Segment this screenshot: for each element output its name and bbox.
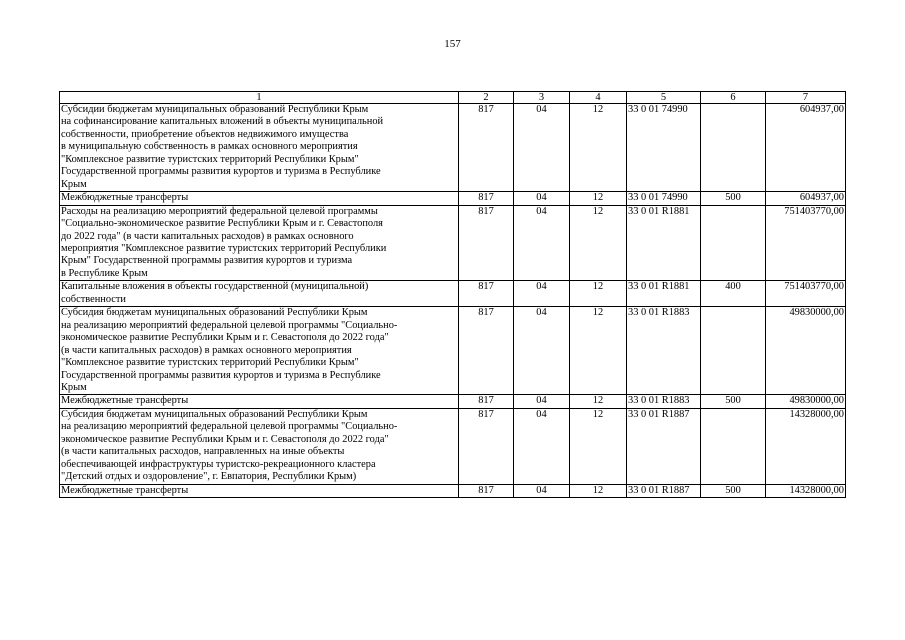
- description-cell: Расходы на реализацию мероприятий федеральной целевой программы "Социально-экономическое развитие Республики Крым и г. Севастополя до 2022 года" (в части капитальных расходов) в рамках основного мероприятия "Комплексное развитие туристских территорий Республики Крым" Государственной программы развития курортов и туризма в Республике Крым: [60, 205, 459, 281]
- amount-cell: 604937,00: [766, 104, 846, 192]
- ministry-code-cell: 817: [459, 205, 514, 281]
- subsection-code-cell: 12: [570, 192, 627, 205]
- ministry-code-cell: 817: [459, 484, 514, 497]
- ministry-code-cell: 817: [459, 395, 514, 408]
- expense-type-cell: 500: [701, 484, 766, 497]
- ministry-code-cell: 817: [459, 104, 514, 192]
- description-cell: Субсидия бюджетам муниципальных образований Республики Крым на реализацию мероприятий федеральной целевой программы "Социально- экономическое развитие Республики Крым и г. Севастополя до 2022 года" (в части капитальных расходов) в рамках основного мероприятия "Комплексное развитие туристских территорий Республики Крым" Государственной программы развития курортов и туризма в Республике Крым: [60, 307, 459, 395]
- description-cell: Межбюджетные трансферты: [60, 395, 459, 408]
- table-row: [60, 408, 846, 484]
- table-row: [60, 104, 846, 192]
- header-cell-7: 7: [766, 92, 846, 104]
- target-article-cell: 33 0 01 R1881: [627, 281, 701, 307]
- description-cell: Межбюджетные трансферты: [60, 192, 459, 205]
- target-article-cell: 33 0 01 R1883: [627, 395, 701, 408]
- expense-type-cell: [701, 205, 766, 281]
- section-code-cell: 04: [514, 307, 570, 395]
- expense-type-cell: 500: [701, 395, 766, 408]
- target-article-cell: 33 0 01 R1881: [627, 205, 701, 281]
- amount-cell: 604937,00: [766, 192, 846, 205]
- expense-type-cell: 400: [701, 281, 766, 307]
- expense-type-cell: [701, 307, 766, 395]
- header-cell-2: 2: [459, 92, 514, 104]
- subsection-code-cell: 12: [570, 205, 627, 281]
- section-code-cell: 04: [514, 484, 570, 497]
- target-article-cell: 33 0 01 R1887: [627, 408, 701, 484]
- subsection-code-cell: 12: [570, 408, 627, 484]
- amount-cell: 751403770,00: [766, 205, 846, 281]
- table-row: [60, 395, 846, 408]
- amount-cell: 49830000,00: [766, 307, 846, 395]
- table-row: [60, 205, 846, 281]
- header-cell-6: 6: [701, 92, 766, 104]
- header-cell-4: 4: [570, 92, 627, 104]
- section-code-cell: 04: [514, 192, 570, 205]
- section-code-cell: 04: [514, 395, 570, 408]
- section-code-cell: 04: [514, 408, 570, 484]
- table-row: [60, 281, 846, 307]
- expense-type-cell: 500: [701, 192, 766, 205]
- table-row: [60, 307, 846, 395]
- section-code-cell: 04: [514, 104, 570, 192]
- expense-type-cell: [701, 408, 766, 484]
- header-cell-1: 1: [60, 92, 459, 104]
- section-code-cell: 04: [514, 205, 570, 281]
- header-cell-3: 3: [514, 92, 570, 104]
- section-code-cell: 04: [514, 281, 570, 307]
- table-row: [60, 484, 846, 497]
- target-article-cell: 33 0 01 R1883: [627, 307, 701, 395]
- ministry-code-cell: 817: [459, 307, 514, 395]
- budget-table: [59, 91, 846, 498]
- table-body: [60, 92, 846, 498]
- header-cell-5: 5: [627, 92, 701, 104]
- amount-cell: 751403770,00: [766, 281, 846, 307]
- subsection-code-cell: 12: [570, 281, 627, 307]
- table-row: [60, 192, 846, 205]
- amount-cell: 14328000,00: [766, 484, 846, 497]
- page-number: 157: [444, 38, 461, 50]
- subsection-code-cell: 12: [570, 104, 627, 192]
- description-cell: Субсидии бюджетам муниципальных образований Республики Крым на софинансирование капитальных вложений в объекты муниципальной собственности, приобретение объектов недвижимого имущества в муниципальную собственность в рамках основного мероприятия "Комплексное развитие туристских территорий Республики Крым" Государственной программы развития курортов и туризма в Республике Крым: [60, 104, 459, 192]
- ministry-code-cell: 817: [459, 281, 514, 307]
- amount-cell: 49830000,00: [766, 395, 846, 408]
- target-article-cell: 33 0 01 R1887: [627, 484, 701, 497]
- description-cell: Капитальные вложения в объекты государственной (муниципальной) собственности: [60, 281, 459, 307]
- subsection-code-cell: 12: [570, 307, 627, 395]
- ministry-code-cell: 817: [459, 408, 514, 484]
- amount-cell: 14328000,00: [766, 408, 846, 484]
- expense-type-cell: [701, 104, 766, 192]
- target-article-cell: 33 0 01 74990: [627, 104, 701, 192]
- description-cell: Межбюджетные трансферты: [60, 484, 459, 497]
- target-article-cell: 33 0 01 74990: [627, 192, 701, 205]
- subsection-code-cell: 12: [570, 484, 627, 497]
- table-header-row: [60, 92, 846, 104]
- ministry-code-cell: 817: [459, 192, 514, 205]
- description-cell: Субсидия бюджетам муниципальных образований Республики Крым на реализацию мероприятий федеральной целевой программы "Социально- экономическое развитие Республики Крым и г. Севастополя до 2022 года" (в части капитальных расходов, направленных на иные объекты обеспечивающей инфраструктуры туристско-рекреационного кластера "Детский отдых и оздоровление", г. Евпатория, Республики Крым): [60, 408, 459, 484]
- subsection-code-cell: 12: [570, 395, 627, 408]
